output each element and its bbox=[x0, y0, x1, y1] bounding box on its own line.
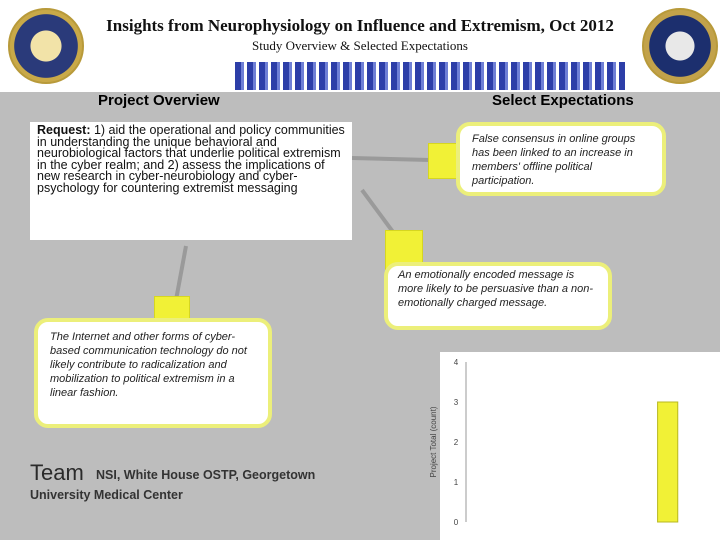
connector-request-to-c1 bbox=[352, 158, 430, 160]
team-label: Team bbox=[30, 460, 84, 485]
expectation-false-consensus: False consensus in online groups has been linked to an increase in members' offline political participation. bbox=[456, 122, 666, 196]
project-total-bar-chart bbox=[412, 352, 720, 540]
team-members-line1: NSI, White House OSTP, Georgetown bbox=[96, 468, 316, 482]
expectation-internet: The Internet and other forms of cyber-based communication technology do not likely contribute to radicalization and mobilization to political extremism in a linear fashion. bbox=[34, 318, 272, 428]
request-text bbox=[37, 125, 349, 194]
request-body: 1) aid the operational and policy communities in understanding the unique behavioral and neurobiological factors that underlie political extremism in the cyber realm; and 2) assess the implications of new research in cyber-neurobiology and cyber-psychology for countering extremist messaging bbox=[37, 123, 345, 195]
bar bbox=[658, 402, 678, 522]
page-subtitle: Study Overview & Selected Expectations bbox=[252, 38, 468, 53]
expectation-emotional-message: An emotionally encoded message is more likely to be persuasive than a non-emotionally charged message. bbox=[384, 262, 612, 330]
select-expectations-heading: Select Expectations bbox=[492, 92, 634, 109]
y-tick-label: 2 bbox=[453, 438, 459, 447]
y-axis-label: Project Total (count) bbox=[429, 406, 438, 478]
y-tick-label: 4 bbox=[453, 358, 459, 367]
connector-request-to-c3 bbox=[176, 246, 186, 300]
y-tick-label: 3 bbox=[453, 398, 459, 407]
y-tick-label: 0 bbox=[453, 518, 459, 527]
page-title: Insights from Neurophysiology on Influence and Extremism, Oct 2012 bbox=[106, 16, 614, 35]
y-tick-label: 1 bbox=[453, 478, 459, 487]
project-overview-heading: Project Overview bbox=[98, 92, 220, 109]
request-label: Request: bbox=[37, 123, 91, 137]
team-members-line2: University Medical Center bbox=[30, 488, 183, 502]
